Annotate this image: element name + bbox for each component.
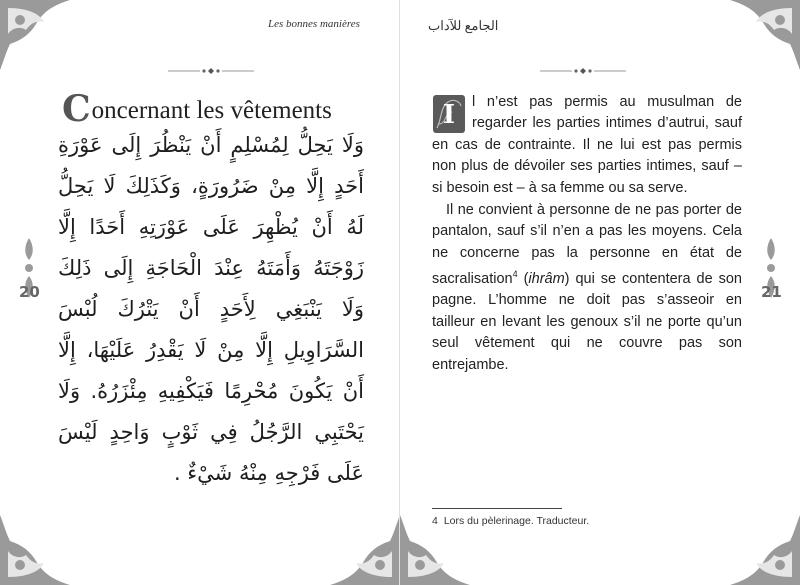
chapter-title-initial: C <box>62 88 91 130</box>
paragraph-2-text-a: Il ne convient à personne de ne pas porter de pantalon, sauf s’il n’en a pas les moyens. Cela ne concerne pas la personne en état de sacralisation <box>432 202 742 288</box>
corner-ornament-icon <box>330 515 400 585</box>
paragraph-2-text-b: ( <box>517 271 529 288</box>
running-head: Les bonnes manières <box>268 18 360 30</box>
paragraph-2 <box>432 200 742 376</box>
dropcap-letter: I <box>442 100 456 130</box>
footnote-text: Lors du pèlerinage. Traducteur. <box>443 515 590 527</box>
paragraph-1 <box>432 92 742 199</box>
corner-ornament-icon <box>0 0 70 70</box>
divider-ornament-icon <box>540 66 626 76</box>
corner-ornament-icon <box>0 515 70 585</box>
footnote-ref: 4 <box>512 269 518 280</box>
footnote-rule <box>432 508 562 509</box>
running-head-arabic: الجامع للآداب <box>428 18 499 33</box>
corner-ornament-icon <box>730 515 800 585</box>
footnote <box>432 515 589 527</box>
page-number: 21 <box>761 283 782 301</box>
dropcap-ornament-icon <box>432 94 466 134</box>
chapter-title-text: oncernant les vêtements <box>91 97 332 124</box>
paragraph-2-italic: ihrâm <box>528 271 565 288</box>
divider-ornament-icon <box>168 66 254 76</box>
corner-ornament-icon <box>730 0 800 70</box>
arabic-text: وَلَا يَحِلُّ لِمُسْلِمٍ أَنْ يَنْظُرَ إِلَى عَوْرَةِ أَحَدٍ إِلَّا مِنْ ضَرُورَةٍ، وَكَذَلِكَ لَا يَحِلُّ لَهُ أَنْ يُظْهِرَ عَلَى عَوْرَتِهِ أَحَدًا إِلَّا زَوْجَتَهُ وَأَمَتَهُ عِنْدَ الْحَاجَةِ إِلَى ذَلِكَ وَلَا يَنْبَغِي لِأَحَدٍ أَنْ يَتْرُكَ لُبْسَ السَّرَاوِيلِ إِلَّا مِنْ لَا يَقْدِرُ عَلَيْهَا، إِلَّا أَنْ يَكُونَ مُحْرِمًا فَيَكْفِيهِ مِئْزَرُهُ. وَلَا يَحْتَبِي الرَّجُلُ فِي ثَوْبٍ وَاحِدٍ لَيْسَ عَلَى فَرْجِهِ مِنْهُ شَيْءٌ . <box>58 133 364 485</box>
chapter-title <box>62 88 332 130</box>
paragraph-1-text: l n’est pas permis au musulman de regarder les parties intimes d’autrui, sauf en cas de contrainte. Il ne lui est pas permis non plus de dévoiler ses parties intimes, sauf – si besoin est – à sa femme ou sa serve. <box>432 94 742 196</box>
paragraph-2-text-c: ) qui se contentera de son pagne. L’homme ne doit pas s’asseoir en tailleur en levant les genoux s’il ne porte qu’un seul vêtement qui ne couvre pas son entrejambe. <box>432 271 742 373</box>
footnote-number: 4 <box>432 515 438 527</box>
page-number: 20 <box>19 283 40 301</box>
french-text <box>432 92 742 376</box>
